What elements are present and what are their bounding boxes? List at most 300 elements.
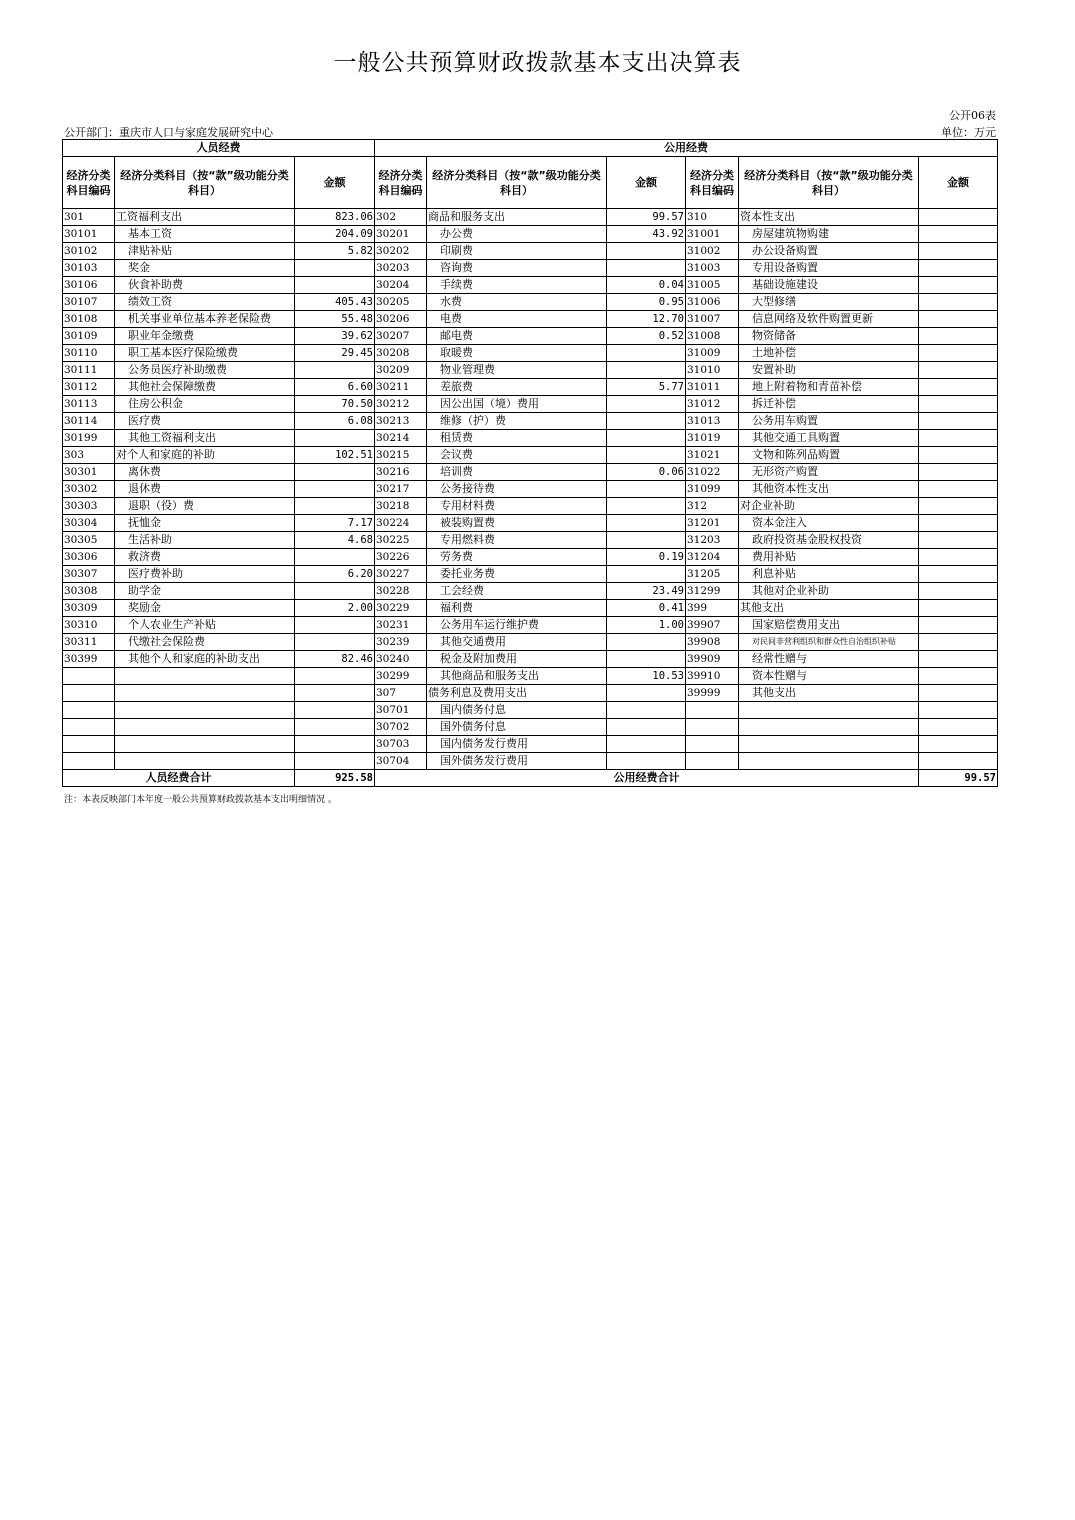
- table-row: [63, 379, 998, 396]
- name-cell: 退职（役）费: [115, 498, 295, 515]
- code-cell: 31006: [686, 294, 739, 311]
- name-cell: 国外债务发行费用: [427, 753, 607, 770]
- name-cell: 物资储备: [739, 328, 919, 345]
- name-cell: 物业管理费: [427, 362, 607, 379]
- amount-cell: 0.06: [607, 464, 686, 481]
- code-cell: 30201: [375, 226, 427, 243]
- table-row: [63, 651, 998, 668]
- personnel-total-value: 925.58: [295, 770, 375, 787]
- code-cell: 31007: [686, 311, 739, 328]
- amount-cell: 10.53: [607, 668, 686, 685]
- name-cell: 其他社会保障缴费: [115, 379, 295, 396]
- code-cell: 31010: [686, 362, 739, 379]
- name-cell: 住房公积金: [115, 396, 295, 413]
- code-cell: [63, 702, 115, 719]
- amount-cell: 55.48: [295, 311, 375, 328]
- name-cell: 会议费: [427, 447, 607, 464]
- code-cell: 30311: [63, 634, 115, 651]
- code-cell: 30226: [375, 549, 427, 566]
- amount-cell: [295, 260, 375, 277]
- code-cell: [63, 753, 115, 770]
- amount-cell: 5.77: [607, 379, 686, 396]
- amount-cell: [607, 736, 686, 753]
- amount-cell: 0.04: [607, 277, 686, 294]
- name-cell: [739, 719, 919, 736]
- table-row: [63, 430, 998, 447]
- name-cell: 债务利息及费用支出: [427, 685, 607, 702]
- amount-cell: [295, 736, 375, 753]
- name-cell: 代缴社会保险费: [115, 634, 295, 651]
- code-cell: 31203: [686, 532, 739, 549]
- amount-cell: 29.45: [295, 345, 375, 362]
- header-code: 经济分类科目编码: [375, 157, 427, 209]
- name-cell: 国外债务付息: [427, 719, 607, 736]
- name-cell: 基本工资: [115, 226, 295, 243]
- amount-cell: [919, 396, 998, 413]
- code-cell: 31011: [686, 379, 739, 396]
- code-cell: 30101: [63, 226, 115, 243]
- amount-cell: [919, 702, 998, 719]
- name-cell: 公务员医疗补助缴费: [115, 362, 295, 379]
- amount-cell: [919, 566, 998, 583]
- table-row: [63, 736, 998, 753]
- name-cell: 差旅费: [427, 379, 607, 396]
- amount-cell: 70.50: [295, 396, 375, 413]
- name-cell: 印刷费: [427, 243, 607, 260]
- amount-cell: [295, 277, 375, 294]
- name-cell: 办公费: [427, 226, 607, 243]
- code-cell: 303: [63, 447, 115, 464]
- name-cell: 利息补贴: [739, 566, 919, 583]
- code-cell: 30239: [375, 634, 427, 651]
- table-row: [63, 532, 998, 549]
- amount-cell: [607, 532, 686, 549]
- amount-cell: [919, 464, 998, 481]
- code-cell: 30213: [375, 413, 427, 430]
- code-cell: 30310: [63, 617, 115, 634]
- name-cell: 专用设备购置: [739, 260, 919, 277]
- name-cell: 邮电费: [427, 328, 607, 345]
- name-cell: 其他交通工具购置: [739, 430, 919, 447]
- name-cell: 对企业补助: [739, 498, 919, 515]
- name-cell: 资本性支出: [739, 209, 919, 226]
- code-cell: 39999: [686, 685, 739, 702]
- code-cell: 30203: [375, 260, 427, 277]
- code-cell: 30217: [375, 481, 427, 498]
- amount-cell: [919, 753, 998, 770]
- code-cell: 30308: [63, 583, 115, 600]
- code-cell: 30114: [63, 413, 115, 430]
- table-row: [63, 600, 998, 617]
- amount-cell: [607, 702, 686, 719]
- amount-cell: 1.00: [607, 617, 686, 634]
- name-cell: 离休费: [115, 464, 295, 481]
- name-cell: 基础设施建设: [739, 277, 919, 294]
- amount-cell: [295, 617, 375, 634]
- code-cell: 30225: [375, 532, 427, 549]
- name-cell: 生活补助: [115, 532, 295, 549]
- name-cell: 对个人和家庭的补助: [115, 447, 295, 464]
- amount-cell: [919, 413, 998, 430]
- amount-cell: [919, 311, 998, 328]
- table-row: [63, 515, 998, 532]
- section-personnel: 人员经费: [63, 140, 375, 157]
- amount-cell: 23.49: [607, 583, 686, 600]
- code-cell: 30204: [375, 277, 427, 294]
- code-cell: 30209: [375, 362, 427, 379]
- amount-cell: [295, 549, 375, 566]
- code-cell: 30111: [63, 362, 115, 379]
- code-cell: 30207: [375, 328, 427, 345]
- table-row: [63, 328, 998, 345]
- code-cell: 31205: [686, 566, 739, 583]
- table-row: [63, 311, 998, 328]
- code-cell: 30215: [375, 447, 427, 464]
- name-cell: 医疗费: [115, 413, 295, 430]
- code-cell: 30106: [63, 277, 115, 294]
- form-number: 公开06表: [949, 109, 996, 122]
- name-cell: 取暖费: [427, 345, 607, 362]
- code-cell: 30302: [63, 481, 115, 498]
- code-cell: [686, 736, 739, 753]
- amount-cell: [607, 515, 686, 532]
- code-cell: 30227: [375, 566, 427, 583]
- name-cell: 其他资本性支出: [739, 481, 919, 498]
- amount-cell: [919, 617, 998, 634]
- code-cell: 31002: [686, 243, 739, 260]
- code-cell: 30399: [63, 651, 115, 668]
- code-cell: 30304: [63, 515, 115, 532]
- code-cell: 30306: [63, 549, 115, 566]
- name-cell: [115, 668, 295, 685]
- footnote: 注：本表反映部门本年度一般公共预算财政拨款基本支出明细情况 。: [64, 795, 337, 805]
- table-row: [63, 209, 998, 226]
- table-row: [63, 464, 998, 481]
- name-cell: 对民间非营利组织和群众性自治组织补贴: [739, 634, 919, 651]
- name-cell: 公务接待费: [427, 481, 607, 498]
- code-cell: 31021: [686, 447, 739, 464]
- code-cell: 30229: [375, 600, 427, 617]
- name-cell: 其他个人和家庭的补助支出: [115, 651, 295, 668]
- code-cell: 31003: [686, 260, 739, 277]
- code-cell: 30240: [375, 651, 427, 668]
- amount-cell: [919, 209, 998, 226]
- amount-cell: 0.19: [607, 549, 686, 566]
- code-cell: [686, 702, 739, 719]
- name-cell: 费用补贴: [739, 549, 919, 566]
- code-cell: 30110: [63, 345, 115, 362]
- amount-cell: 0.52: [607, 328, 686, 345]
- name-cell: 劳务费: [427, 549, 607, 566]
- amount-cell: [919, 719, 998, 736]
- name-cell: 奖励金: [115, 600, 295, 617]
- name-cell: 政府投资基金股权投资: [739, 532, 919, 549]
- table-row: [63, 498, 998, 515]
- code-cell: 31019: [686, 430, 739, 447]
- code-cell: 399: [686, 600, 739, 617]
- name-cell: 租赁费: [427, 430, 607, 447]
- name-cell: 专用燃料费: [427, 532, 607, 549]
- code-cell: [686, 719, 739, 736]
- table-row: [63, 396, 998, 413]
- name-cell: [115, 753, 295, 770]
- name-cell: 公务用车运行维护费: [427, 617, 607, 634]
- amount-cell: [607, 362, 686, 379]
- header-name: 经济分类科目（按“款”级功能分类科目）: [115, 157, 295, 209]
- name-cell: 机关事业单位基本养老保险费: [115, 311, 295, 328]
- header-amount: 金额: [919, 157, 998, 209]
- amount-cell: [607, 430, 686, 447]
- name-cell: 国内债务发行费用: [427, 736, 607, 753]
- amount-cell: [295, 668, 375, 685]
- table-row: [63, 685, 998, 702]
- amount-cell: 82.46: [295, 651, 375, 668]
- page-title: 一般公共预算财政拨款基本支出决算表: [333, 50, 742, 76]
- amount-cell: 4.68: [295, 532, 375, 549]
- code-cell: 30113: [63, 396, 115, 413]
- amount-cell: [919, 634, 998, 651]
- amount-cell: [919, 345, 998, 362]
- name-cell: 信息网络及软件购置更新: [739, 311, 919, 328]
- amount-cell: [607, 243, 686, 260]
- code-cell: 30199: [63, 430, 115, 447]
- amount-cell: [295, 464, 375, 481]
- name-cell: 大型修缮: [739, 294, 919, 311]
- amount-cell: [919, 532, 998, 549]
- amount-cell: [295, 702, 375, 719]
- code-cell: 301: [63, 209, 115, 226]
- name-cell: 办公设备购置: [739, 243, 919, 260]
- table-row: [63, 702, 998, 719]
- name-cell: 土地补偿: [739, 345, 919, 362]
- name-cell: 地上附着物和青苗补偿: [739, 379, 919, 396]
- name-cell: 专用材料费: [427, 498, 607, 515]
- name-cell: [739, 702, 919, 719]
- header-code: 经济分类科目编码: [686, 157, 739, 209]
- amount-cell: 2.00: [295, 600, 375, 617]
- amount-cell: 5.82: [295, 243, 375, 260]
- table-row: [63, 447, 998, 464]
- amount-cell: 0.95: [607, 294, 686, 311]
- code-cell: 31299: [686, 583, 739, 600]
- amount-cell: 0.41: [607, 600, 686, 617]
- amount-cell: [919, 685, 998, 702]
- code-cell: 31005: [686, 277, 739, 294]
- name-cell: [739, 736, 919, 753]
- amount-cell: [607, 753, 686, 770]
- name-cell: 退休费: [115, 481, 295, 498]
- amount-cell: [295, 362, 375, 379]
- name-cell: 工资福利支出: [115, 209, 295, 226]
- code-cell: 30112: [63, 379, 115, 396]
- code-cell: [63, 736, 115, 753]
- amount-cell: [919, 549, 998, 566]
- code-cell: 30103: [63, 260, 115, 277]
- name-cell: [115, 719, 295, 736]
- code-cell: 30307: [63, 566, 115, 583]
- amount-cell: [919, 600, 998, 617]
- table-row: [63, 719, 998, 736]
- code-cell: [63, 685, 115, 702]
- expenditure-table: [62, 139, 998, 787]
- table-row: [63, 583, 998, 600]
- code-cell: 30703: [375, 736, 427, 753]
- table-row: [63, 634, 998, 651]
- code-cell: 307: [375, 685, 427, 702]
- code-cell: 30305: [63, 532, 115, 549]
- amount-cell: [295, 498, 375, 515]
- name-cell: 伙食补助费: [115, 277, 295, 294]
- name-cell: 委托业务费: [427, 566, 607, 583]
- code-cell: 30309: [63, 600, 115, 617]
- code-cell: 31204: [686, 549, 739, 566]
- amount-cell: [607, 260, 686, 277]
- amount-cell: [295, 719, 375, 736]
- code-cell: 31013: [686, 413, 739, 430]
- name-cell: 房屋建筑物购建: [739, 226, 919, 243]
- code-cell: 31099: [686, 481, 739, 498]
- table-row: [63, 753, 998, 770]
- code-cell: 312: [686, 498, 739, 515]
- amount-cell: [295, 430, 375, 447]
- code-cell: 30231: [375, 617, 427, 634]
- name-cell: 咨询费: [427, 260, 607, 277]
- department-label: 公开部门：重庆市人口与家庭发展研究中心: [64, 126, 273, 139]
- name-cell: 职工基本医疗保险缴费: [115, 345, 295, 362]
- amount-cell: 6.20: [295, 566, 375, 583]
- code-cell: 31008: [686, 328, 739, 345]
- table-row: [63, 362, 998, 379]
- table-row: [63, 413, 998, 430]
- name-cell: 安置补助: [739, 362, 919, 379]
- personnel-total-label: 人员经费合计: [63, 770, 295, 787]
- amount-cell: [919, 294, 998, 311]
- name-cell: 助学金: [115, 583, 295, 600]
- name-cell: 其他对企业补助: [739, 583, 919, 600]
- amount-cell: [295, 634, 375, 651]
- code-cell: 30206: [375, 311, 427, 328]
- code-cell: 30218: [375, 498, 427, 515]
- amount-cell: 99.57: [607, 209, 686, 226]
- code-cell: 30216: [375, 464, 427, 481]
- name-cell: 国内债务付息: [427, 702, 607, 719]
- name-cell: 无形资产购置: [739, 464, 919, 481]
- amount-cell: [295, 685, 375, 702]
- public-total-value: 99.57: [919, 770, 998, 787]
- table-row: [63, 226, 998, 243]
- amount-cell: [919, 583, 998, 600]
- table-row: [63, 617, 998, 634]
- amount-cell: [919, 498, 998, 515]
- name-cell: 其他商品和服务支出: [427, 668, 607, 685]
- amount-cell: [607, 498, 686, 515]
- code-cell: 30704: [375, 753, 427, 770]
- code-cell: 30107: [63, 294, 115, 311]
- table-row: [63, 294, 998, 311]
- name-cell: 福利费: [427, 600, 607, 617]
- amount-cell: 6.08: [295, 413, 375, 430]
- amount-cell: [919, 277, 998, 294]
- table-body: [63, 209, 998, 770]
- amount-cell: [919, 362, 998, 379]
- name-cell: [115, 685, 295, 702]
- code-cell: 30299: [375, 668, 427, 685]
- name-cell: 其他工资福利支出: [115, 430, 295, 447]
- code-cell: 30211: [375, 379, 427, 396]
- amount-cell: 823.06: [295, 209, 375, 226]
- code-cell: 31009: [686, 345, 739, 362]
- name-cell: 其他支出: [739, 685, 919, 702]
- code-cell: 31001: [686, 226, 739, 243]
- table-row: [63, 668, 998, 685]
- amount-cell: 204.09: [295, 226, 375, 243]
- amount-cell: [919, 243, 998, 260]
- amount-cell: [295, 753, 375, 770]
- name-cell: 国家赔偿费用支出: [739, 617, 919, 634]
- amount-cell: [919, 651, 998, 668]
- name-cell: 水费: [427, 294, 607, 311]
- name-cell: [739, 753, 919, 770]
- name-cell: [115, 702, 295, 719]
- name-cell: [115, 736, 295, 753]
- amount-cell: [607, 447, 686, 464]
- header-amount: 金额: [607, 157, 686, 209]
- table-row: [63, 260, 998, 277]
- amount-cell: [919, 736, 998, 753]
- code-cell: 31022: [686, 464, 739, 481]
- code-cell: 30303: [63, 498, 115, 515]
- code-cell: 30214: [375, 430, 427, 447]
- name-cell: 拆迁补偿: [739, 396, 919, 413]
- code-cell: 31201: [686, 515, 739, 532]
- name-cell: 医疗费补助: [115, 566, 295, 583]
- table-row: [63, 243, 998, 260]
- name-cell: 资本性赠与: [739, 668, 919, 685]
- amount-cell: 102.51: [295, 447, 375, 464]
- name-cell: 培训费: [427, 464, 607, 481]
- header-name: 经济分类科目（按“款”级功能分类科目）: [739, 157, 919, 209]
- code-cell: 39907: [686, 617, 739, 634]
- amount-cell: 43.92: [607, 226, 686, 243]
- code-cell: 30702: [375, 719, 427, 736]
- amount-cell: [295, 481, 375, 498]
- name-cell: 公务用车购置: [739, 413, 919, 430]
- name-cell: 津贴补贴: [115, 243, 295, 260]
- amount-cell: [607, 634, 686, 651]
- name-cell: 个人农业生产补贴: [115, 617, 295, 634]
- name-cell: 税金及附加费用: [427, 651, 607, 668]
- header-code: 经济分类科目编码: [63, 157, 115, 209]
- name-cell: 维修（护）费: [427, 413, 607, 430]
- name-cell: 其他支出: [739, 600, 919, 617]
- code-cell: 39908: [686, 634, 739, 651]
- amount-cell: 39.62: [295, 328, 375, 345]
- table-row: [63, 277, 998, 294]
- name-cell: 被装购置费: [427, 515, 607, 532]
- code-cell: [63, 668, 115, 685]
- amount-cell: [607, 396, 686, 413]
- amount-cell: [919, 430, 998, 447]
- header-name: 经济分类科目（按“款”级功能分类科目）: [427, 157, 607, 209]
- amount-cell: [919, 447, 998, 464]
- name-cell: 职业年金缴费: [115, 328, 295, 345]
- name-cell: 手续费: [427, 277, 607, 294]
- code-cell: 30301: [63, 464, 115, 481]
- code-cell: [686, 753, 739, 770]
- table-row: [63, 345, 998, 362]
- amount-cell: [295, 583, 375, 600]
- public-total-label: 公用经费合计: [375, 770, 919, 787]
